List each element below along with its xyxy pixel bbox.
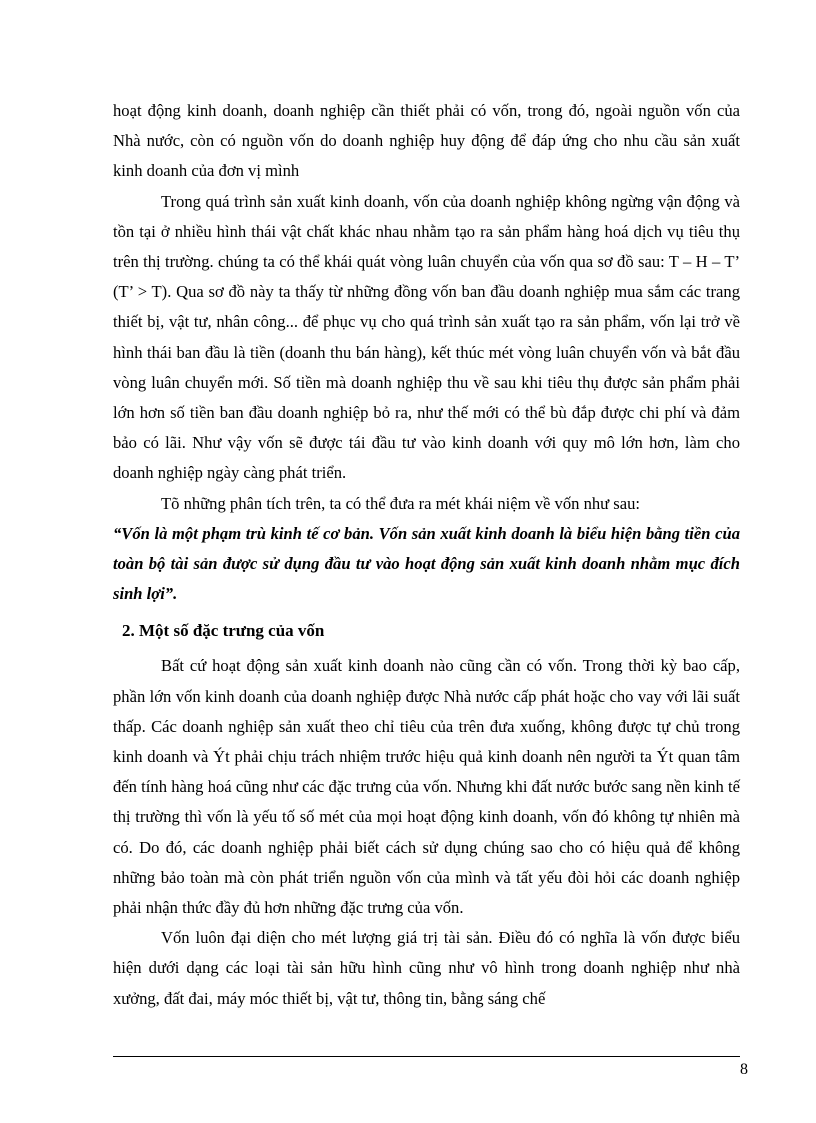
paragraph-capital-characteristics: Bất cứ hoạt động sản xuất kinh doanh nào cũng cần có vốn. Trong thời kỳ bao cấp, phần lớn vốn kinh doanh của doanh nghiệp được Nhà nước cấp phát hoặc cho vay với lãi suất thấp. Các doanh nghiệp sản xuất theo chỉ tiêu của trên đưa xuống, không được tự chủ trong kinh doanh và Ýt phải chịu trách nhiệm trước hiệu quả kinh doanh nên người ta Ýt quan tâm đến tính hàng hoá cũng như các đặc trưng của vốn. Nhưng khi đất nước bước sang nền kinh tế thị trường thì vốn là yếu tố số mét của mọi hoạt động kinh doanh, vốn đó không tự nhiên mà có. Do đó, các doanh nghiệp phải biết cách sử dụng chúng sao cho có hiệu quả để không những bảo toàn mà còn phát triển nguồn vốn của mình và tất yếu đòi hỏi các doanh nghiệp phải nhận thức đầy đủ hơn những đặc trưng của vốn.: [113, 656, 740, 918]
paragraph-definition-intro: Tõ những phân tích trên, ta có thể đưa ra mét khái niệm về vốn như sau:: [161, 493, 641, 513]
section-heading: 2. Một số đặc trưng của vốn: [122, 621, 325, 641]
paragraph-continuation: hoạt động kinh doanh, doanh nghiệp cần thiết phải có vốn, trong đó, ngoài nguồn vốn của Nhà nước, còn có nguồn vốn do doanh nghiệp huy động để đáp ứng cho nhu cầu sản xuất kinh doanh của đơn vị mình: [113, 101, 740, 181]
page-number: 8: [740, 1061, 748, 1078]
paragraph-asset-value: Vốn luôn đại diện cho mét lượng giá trị tài sản. Điều đó có nghĩa là vốn được biểu hiện dưới dạng các loại tài sản hữu hình cũng như vô hình trong doanh nghiệp như nhà xưởng, đất đai, máy móc thiết bị, vật tư, thông tin, bằng sáng chế: [113, 928, 740, 1008]
footer-divider: [113, 1056, 740, 1057]
capital-definition: “Vốn là một phạm trù kinh tế cơ bản. Vốn sản xuất kinh doanh là biểu hiện bằng tiền của toàn bộ tài sản được sử dụng đầu tư vào hoạt động sản xuất kinh doanh nhằm mục đích sinh lợi”.: [113, 523, 740, 604]
page-body: [113, 96, 740, 1014]
paragraph-capital-circulation: Trong quá trình sản xuất kinh doanh, vốn của doanh nghiệp không ngừng vận động và tồn tại ở nhiều hình thái vật chất khác nhau nhằm tạo ra sản phẩm hàng hoá dịch vụ tiêu thụ trên thị trường. chúng ta có thể khái quát vòng luân chuyển của vốn qua sơ đồ sau: T – H – T’ (T’ > T). Qua sơ đồ này ta thấy từ những đồng vốn ban đầu doanh nghiệp mua sắm các trang thiết bị, vật tư, nhân công... để phục vụ cho quá trình sản xuất tạo ra sản phẩm, vốn lại trở về hình thái ban đầu là tiền (doanh thu bán hàng), kết thúc mét vòng luân chuyển vốn và bắt đầu vòng luân chuyển mới. Số tiền mà doanh nghiệp thu về sau khi tiêu thụ được sản phẩm phải lớn hơn số tiền ban đầu doanh nghiệp bỏ ra, như thế mới có thể bù đắp được chi phí và đảm bảo có lãi. Như vậy vốn sẽ được tái đầu tư vào kinh doanh với quy mô lớn hơn, làm cho doanh nghiệp ngày càng phát triển.: [113, 191, 740, 483]
